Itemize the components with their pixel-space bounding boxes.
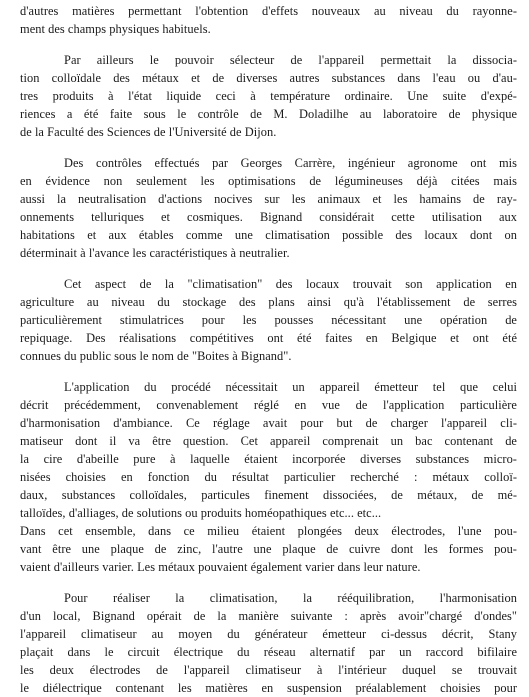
text-line: en évidence non seulement les optimisations de légumineuses déjà citées mais: [20, 174, 517, 188]
paragraph: [20, 589, 517, 697]
text-line: repiquage. Des réalisations compétitives ont été faites en Belgique et ont été: [20, 331, 517, 345]
text-line: Pour réaliser la climatisation, la rééquilibration, l'harmonisation: [64, 591, 517, 605]
text-line: ment des champs physiques habituels.: [20, 22, 211, 36]
text-line: habitations et aux étables comme une climatisation possible des locaux dont on: [20, 228, 517, 242]
text-line: daux, substances colloïdales, particules finement dissociées, de métaux, de mé-: [20, 488, 517, 502]
text-line: vaient d'ailleurs varier. Les métaux pouvaient également varier dans leur nature.: [20, 560, 421, 574]
text-line: agriculture au niveau du stockage des plans ainsi qu'à l'établissement de serres: [20, 295, 517, 309]
paragraph: [20, 378, 517, 576]
text-line: aussi la neutralisation d'actions nocives sur les animaux et les hamains de ray-: [20, 192, 517, 206]
paragraph: [20, 51, 517, 141]
text-line: la cire d'abeille pure à laquelle étaient incorporée diverses substances micro-: [20, 452, 517, 466]
text-line: matiseur dont il va être question. Cet appareil comprenait un bac contenant de: [20, 434, 517, 448]
paragraph: [20, 275, 517, 365]
text-line: L'application du procédé nécessitait un appareil émetteur tel que celui: [64, 380, 517, 394]
paragraph: [20, 154, 517, 262]
text-line: riences a été faite sous le contrôle de M. Doladilhe au laboratoire de physique: [20, 107, 517, 121]
text-line: d'un local, Bignand opérait de la manière suivante : après avoir"chargé d'ondes": [20, 609, 517, 623]
text-line: connues du public sous le nom de "Boites à Bignand".: [20, 349, 292, 363]
text-line: Dans cet ensemble, dans ce milieu étaient plongées deux électrodes, l'une pou-: [20, 524, 517, 538]
text-line: les deux électrodes de l'appareil climatiseur à l'intérieur duquel se trouvait: [20, 663, 517, 677]
text-line: talloïdes, d'alliages, de solutions ou produits homéopathiques etc... etc...: [20, 506, 382, 520]
text-line: Par ailleurs le pouvoir sélecteur de l'appareil permettait la dissocia-: [64, 53, 517, 67]
text-line: déterminait à l'avance les caractéristiques à neutralier.: [20, 246, 290, 260]
text-line: l'appareil climatiseur au moyen du générateur émetteur ci-dessus décrit, Stany: [20, 627, 517, 641]
text-line: Des contrôles effectués par Georges Carrère, ingénieur agronome ont mis: [64, 156, 517, 170]
text-line: vant être une plaque de zinc, l'autre une plaque de cuivre dont les formes pou-: [20, 542, 517, 556]
text-line: le diélectrique contenant les matières en suspension préalablement choisies pour: [20, 681, 517, 695]
text-line: tres produits à l'état liquide ceci à température ordinaire. Une suite d'expé-: [20, 89, 517, 103]
text-line: d'harmonisation d'ambiance. Ce réglage avait pour but de charger l'appareil cli-: [20, 416, 517, 430]
text-line: particulièrement stimulatrices pour les pousses nécessitant une opération de: [20, 313, 517, 327]
text-line: Cet aspect de la "climatisation" des locaux trouvait son application en: [64, 277, 517, 291]
text-line: d'autres matières permettant l'obtention d'effets nouveaux au niveau du rayonne-: [20, 4, 517, 18]
text-line: onnements telluriques et cosmiques. Bignand considérait cette utilisation aux: [20, 210, 517, 224]
text-line: plaçait dans le circuit électrique du réseau alternatif par un raccord bifilaire: [20, 645, 517, 659]
paragraph: [20, 2, 517, 38]
text-line: tion colloïdale des métaux et de diverses autres substances dans l'eau ou d'au-: [20, 71, 517, 85]
text-line: de la Faculté des Sciences de l'Université de Dijon.: [20, 125, 277, 139]
text-line: décrit précédemment, convenablement réglé en vue de l'application particulière: [20, 398, 517, 412]
text-line: nisées choisies en fonction du résultat particulier recherché : métaux colloï-: [20, 470, 517, 484]
